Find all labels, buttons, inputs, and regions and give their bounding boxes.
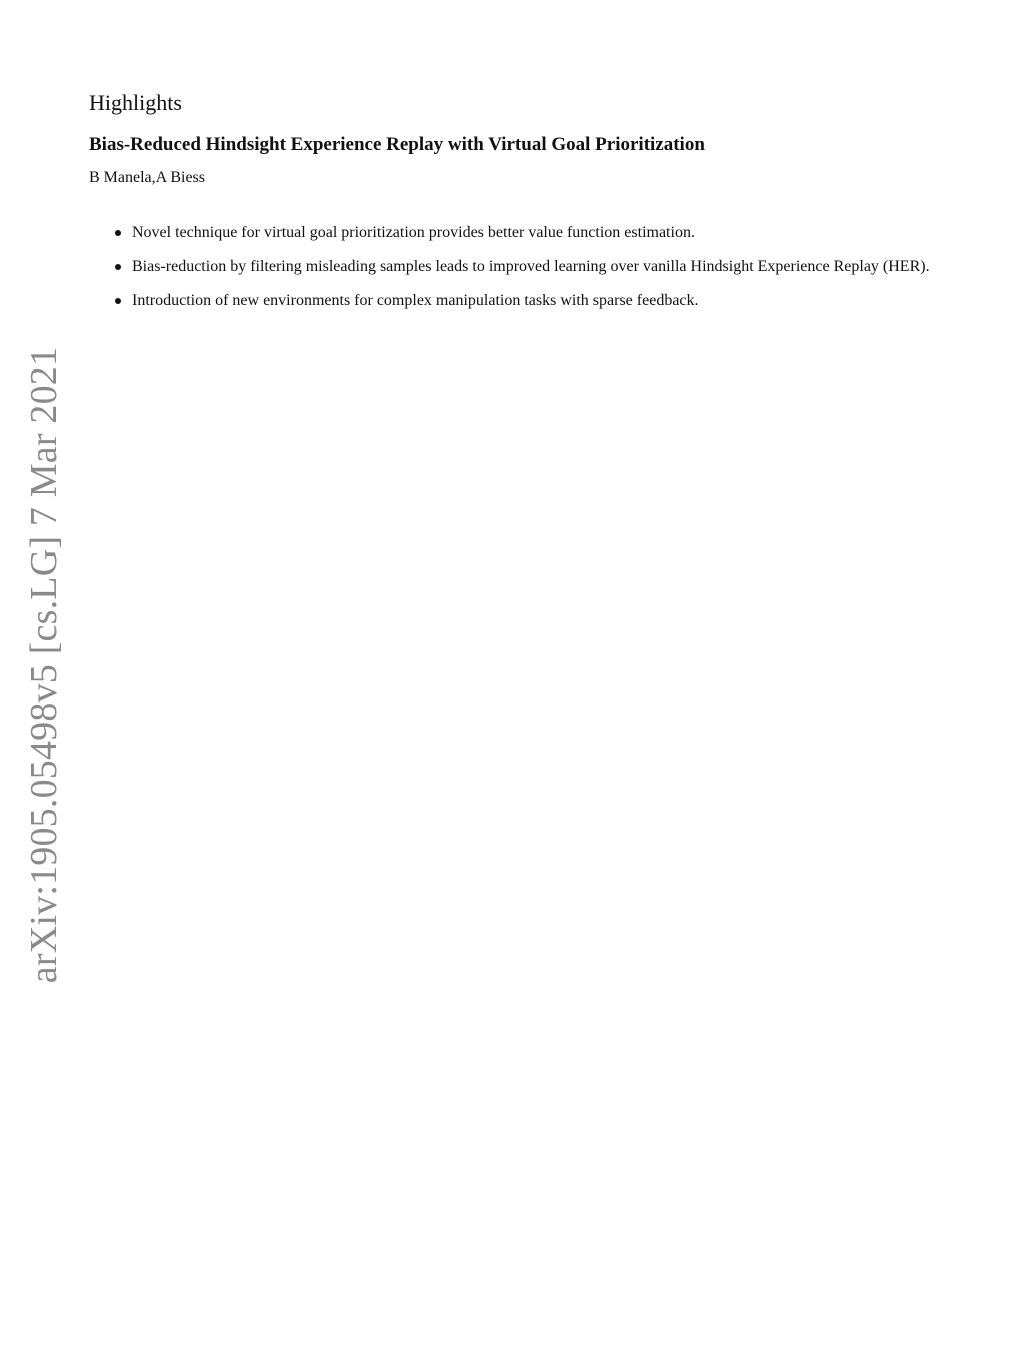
author-list: B Manela,A Biess (89, 169, 205, 186)
highlight-text: Introduction of new environments for complex manipulation tasks with sparse feedback. (132, 292, 699, 309)
list-item (112, 256, 942, 277)
arxiv-identifier-stamp: arXiv:1905.05498v5 [cs.LG] 7 Mar 2021 (23, 346, 65, 984)
bullet-icon (115, 264, 121, 270)
highlight-text: Bias-reduction by filtering misleading samples leads to improved learning over vanilla Hindsight Experience Replay (HER). (132, 258, 930, 275)
bullet-icon (115, 230, 121, 236)
paper-title: Bias-Reduced Hindsight Experience Replay with Virtual Goal Prioritization (89, 134, 705, 155)
list-item (112, 222, 942, 243)
highlights-list (112, 222, 942, 324)
highlights-heading: Highlights (89, 90, 182, 115)
highlight-text: Novel technique for virtual goal prioritization provides better value function estimation. (132, 224, 695, 241)
bullet-icon (115, 298, 121, 304)
list-item (112, 290, 942, 311)
